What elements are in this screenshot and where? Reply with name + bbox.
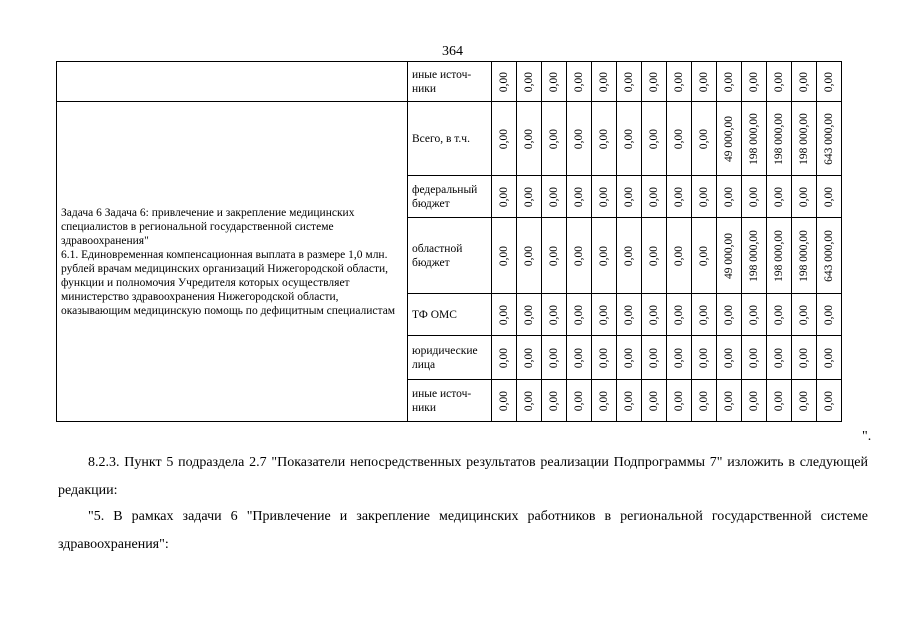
value-cell	[767, 62, 792, 102]
value-text: 0,00	[548, 390, 560, 411]
value-text: 0,00	[673, 245, 685, 266]
value-cell	[667, 380, 692, 422]
value-text: 198 000,00	[748, 229, 760, 282]
value-cell	[792, 380, 817, 422]
value-cell	[492, 294, 517, 336]
value-text: 0,00	[748, 304, 760, 325]
value-cell	[717, 336, 742, 380]
value-text: 0,00	[698, 186, 710, 207]
value-cell	[742, 218, 767, 294]
value-cell	[667, 102, 692, 176]
value-cell	[817, 380, 842, 422]
value-cell	[567, 380, 592, 422]
value-text: 0,00	[598, 128, 610, 149]
value-cell	[617, 62, 642, 102]
value-cell	[742, 176, 767, 218]
closing-quote: ".	[862, 429, 872, 444]
value-cell	[542, 336, 567, 380]
empty-description-cell	[57, 62, 408, 102]
value-cell	[667, 294, 692, 336]
value-cell	[717, 62, 742, 102]
value-cell	[567, 336, 592, 380]
value-cell	[542, 176, 567, 218]
value-text: 0,00	[648, 71, 660, 92]
value-text: 0,00	[648, 390, 660, 411]
value-cell	[817, 102, 842, 176]
value-text: 0,00	[548, 186, 560, 207]
value-text: 0,00	[573, 347, 585, 368]
funding-source-cell: ТФ ОМС	[408, 294, 492, 336]
value-cell	[742, 380, 767, 422]
value-cell	[667, 336, 692, 380]
value-text: 198 000,00	[773, 229, 785, 282]
value-cell	[717, 176, 742, 218]
value-text: 0,00	[523, 128, 535, 149]
value-cell	[817, 62, 842, 102]
value-cell	[642, 294, 667, 336]
value-text: 0,00	[548, 347, 560, 368]
value-cell	[567, 176, 592, 218]
value-text: 0,00	[698, 128, 710, 149]
value-text: 0,00	[548, 245, 560, 266]
value-text: 643 000,00	[823, 229, 835, 282]
value-cell	[542, 102, 567, 176]
value-text: 0,00	[498, 245, 510, 266]
value-cell	[792, 176, 817, 218]
value-text: 0,00	[648, 304, 660, 325]
value-text: 0,00	[748, 71, 760, 92]
value-text: 198 000,00	[773, 112, 785, 165]
value-cell	[517, 176, 542, 218]
value-cell	[742, 294, 767, 336]
value-text: 0,00	[748, 347, 760, 368]
value-text: 0,00	[523, 347, 535, 368]
value-text: 0,00	[523, 71, 535, 92]
value-cell	[817, 294, 842, 336]
value-cell	[617, 380, 642, 422]
value-cell	[692, 218, 717, 294]
value-cell	[567, 294, 592, 336]
value-text: 0,00	[573, 245, 585, 266]
value-cell	[517, 380, 542, 422]
paragraph-8-2-3: 8.2.3. Пункт 5 подраздела 2.7 "Показатели непосредственных результатов реализации Подпрограммы 7" изложить в следующей редакции:	[58, 455, 868, 498]
value-cell	[767, 294, 792, 336]
value-text: 0,00	[548, 304, 560, 325]
value-cell	[667, 176, 692, 218]
value-cell	[617, 176, 642, 218]
value-text: 0,00	[698, 71, 710, 92]
value-text: 198 000,00	[748, 112, 760, 165]
value-cell	[567, 62, 592, 102]
value-cell	[667, 62, 692, 102]
value-cell	[492, 218, 517, 294]
value-text: 0,00	[573, 128, 585, 149]
value-text: 0,00	[673, 128, 685, 149]
value-text: 0,00	[548, 128, 560, 149]
value-text: 0,00	[598, 245, 610, 266]
table-row	[57, 102, 842, 176]
value-text: 0,00	[648, 347, 660, 368]
value-text: 0,00	[498, 128, 510, 149]
value-text: 0,00	[598, 347, 610, 368]
value-cell	[717, 218, 742, 294]
value-cell	[517, 294, 542, 336]
value-text: 0,00	[623, 128, 635, 149]
value-text: 0,00	[648, 186, 660, 207]
task-description-cell: Задача 6 Задача 6: привлечение и закрепление медицинских специалистов в региональной государственной системе здравоохранения" 6.1. Единовременная компенсационная выплата в размере 1,0 млн. рублей врачам медицинских организаций Нижегородской области, функции и полномочия Учредителя которых осуществляет министерство здравоохранения Нижегородской области, оказывающим медицинскую помощь по дефицитным специалистам	[57, 102, 408, 422]
value-text: 0,00	[523, 390, 535, 411]
value-text: 0,00	[698, 245, 710, 266]
value-cell	[592, 102, 617, 176]
value-text: 0,00	[573, 304, 585, 325]
value-cell	[517, 336, 542, 380]
value-text: 0,00	[823, 390, 835, 411]
value-text: 0,00	[573, 390, 585, 411]
value-cell	[667, 218, 692, 294]
value-text: 0,00	[648, 128, 660, 149]
value-cell	[617, 294, 642, 336]
funding-source-cell: юридические лица	[408, 336, 492, 380]
value-cell	[767, 218, 792, 294]
value-cell	[492, 380, 517, 422]
value-text: 0,00	[623, 304, 635, 325]
value-cell	[517, 218, 542, 294]
value-cell	[617, 218, 642, 294]
value-text: 0,00	[623, 390, 635, 411]
value-cell	[792, 294, 817, 336]
value-text: 0,00	[748, 390, 760, 411]
value-cell	[792, 218, 817, 294]
value-text: 0,00	[673, 390, 685, 411]
value-cell	[692, 294, 717, 336]
value-text: 0,00	[723, 304, 735, 325]
value-text: 0,00	[673, 304, 685, 325]
value-cell	[617, 336, 642, 380]
value-text: 49 000,00	[723, 232, 735, 279]
value-text: 0,00	[823, 71, 835, 92]
value-cell	[692, 176, 717, 218]
value-cell	[642, 176, 667, 218]
value-text: 0,00	[773, 186, 785, 207]
value-text: 0,00	[823, 347, 835, 368]
value-cell	[492, 102, 517, 176]
value-cell	[642, 336, 667, 380]
value-cell	[492, 336, 517, 380]
value-text: 0,00	[623, 245, 635, 266]
value-text: 0,00	[773, 304, 785, 325]
value-cell	[742, 62, 767, 102]
value-text: 198 000,00	[798, 229, 810, 282]
value-text: 0,00	[773, 347, 785, 368]
paragraph-task-6: "5. В рамках задачи 6 "Привлечение и закрепление медицинских работников в региональной государственной системе здравоохранения":	[58, 509, 868, 552]
value-cell	[542, 62, 567, 102]
value-text: 0,00	[823, 304, 835, 325]
value-cell	[642, 62, 667, 102]
budget-table	[56, 61, 842, 422]
value-text: 0,00	[823, 186, 835, 207]
value-cell	[817, 218, 842, 294]
value-cell	[492, 62, 517, 102]
value-cell	[567, 102, 592, 176]
value-cell	[492, 176, 517, 218]
value-cell	[717, 380, 742, 422]
value-text: 0,00	[523, 304, 535, 325]
value-text: 0,00	[798, 186, 810, 207]
value-text: 0,00	[798, 347, 810, 368]
value-text: 49 000,00	[723, 115, 735, 162]
value-text: 0,00	[498, 304, 510, 325]
value-cell	[567, 218, 592, 294]
funding-source-cell: Всего, в т.ч.	[408, 102, 492, 176]
value-cell	[542, 218, 567, 294]
value-cell	[592, 62, 617, 102]
value-text: 0,00	[598, 71, 610, 92]
value-cell	[717, 294, 742, 336]
value-cell	[517, 102, 542, 176]
value-cell	[692, 102, 717, 176]
value-cell	[792, 336, 817, 380]
funding-source-cell: иные источ-ники	[408, 62, 492, 102]
value-cell	[642, 218, 667, 294]
value-cell	[742, 336, 767, 380]
value-text: 0,00	[798, 71, 810, 92]
value-text: 0,00	[498, 390, 510, 411]
value-cell	[642, 102, 667, 176]
value-cell	[817, 336, 842, 380]
value-cell	[692, 336, 717, 380]
value-text: 0,00	[698, 390, 710, 411]
value-cell	[592, 380, 617, 422]
value-text: 0,00	[498, 186, 510, 207]
value-text: 0,00	[498, 71, 510, 92]
value-text: 0,00	[798, 390, 810, 411]
value-cell	[767, 380, 792, 422]
value-cell	[767, 102, 792, 176]
value-cell	[517, 62, 542, 102]
value-text: 0,00	[623, 347, 635, 368]
value-cell	[592, 176, 617, 218]
value-cell	[792, 102, 817, 176]
value-cell	[592, 336, 617, 380]
value-cell	[767, 336, 792, 380]
value-text: 0,00	[498, 347, 510, 368]
value-text: 0,00	[573, 186, 585, 207]
value-text: 0,00	[598, 390, 610, 411]
value-cell	[692, 62, 717, 102]
value-text: 0,00	[598, 186, 610, 207]
value-text: 0,00	[773, 71, 785, 92]
value-text: 0,00	[773, 390, 785, 411]
value-text: 0,00	[573, 71, 585, 92]
value-cell	[817, 176, 842, 218]
value-text: 0,00	[723, 71, 735, 92]
value-text: 0,00	[698, 304, 710, 325]
value-text: 0,00	[723, 390, 735, 411]
value-text: 0,00	[798, 304, 810, 325]
value-text: 0,00	[598, 304, 610, 325]
value-text: 0,00	[623, 71, 635, 92]
value-text: 0,00	[548, 71, 560, 92]
value-text: 0,00	[723, 186, 735, 207]
value-text: 0,00	[523, 245, 535, 266]
value-cell	[717, 102, 742, 176]
value-text: 0,00	[673, 186, 685, 207]
value-text: 0,00	[698, 347, 710, 368]
value-cell	[592, 294, 617, 336]
funding-source-cell: федеральный бюджет	[408, 176, 492, 218]
value-cell	[792, 62, 817, 102]
funding-source-cell: иные источ-ники	[408, 380, 492, 422]
page-number: 364	[442, 44, 463, 59]
value-text: 0,00	[673, 71, 685, 92]
table-row	[57, 62, 842, 102]
value-cell	[692, 380, 717, 422]
value-cell	[542, 380, 567, 422]
value-cell	[642, 380, 667, 422]
value-cell	[592, 218, 617, 294]
value-text: 0,00	[673, 347, 685, 368]
value-cell	[542, 294, 567, 336]
value-text: 0,00	[723, 347, 735, 368]
value-cell	[742, 102, 767, 176]
value-text: 0,00	[523, 186, 535, 207]
value-cell	[767, 176, 792, 218]
value-text: 643 000,00	[823, 112, 835, 165]
value-cell	[617, 102, 642, 176]
funding-source-cell: областной бюджет	[408, 218, 492, 294]
value-text: 0,00	[748, 186, 760, 207]
value-text: 0,00	[648, 245, 660, 266]
value-text: 0,00	[623, 186, 635, 207]
value-text: 198 000,00	[798, 112, 810, 165]
